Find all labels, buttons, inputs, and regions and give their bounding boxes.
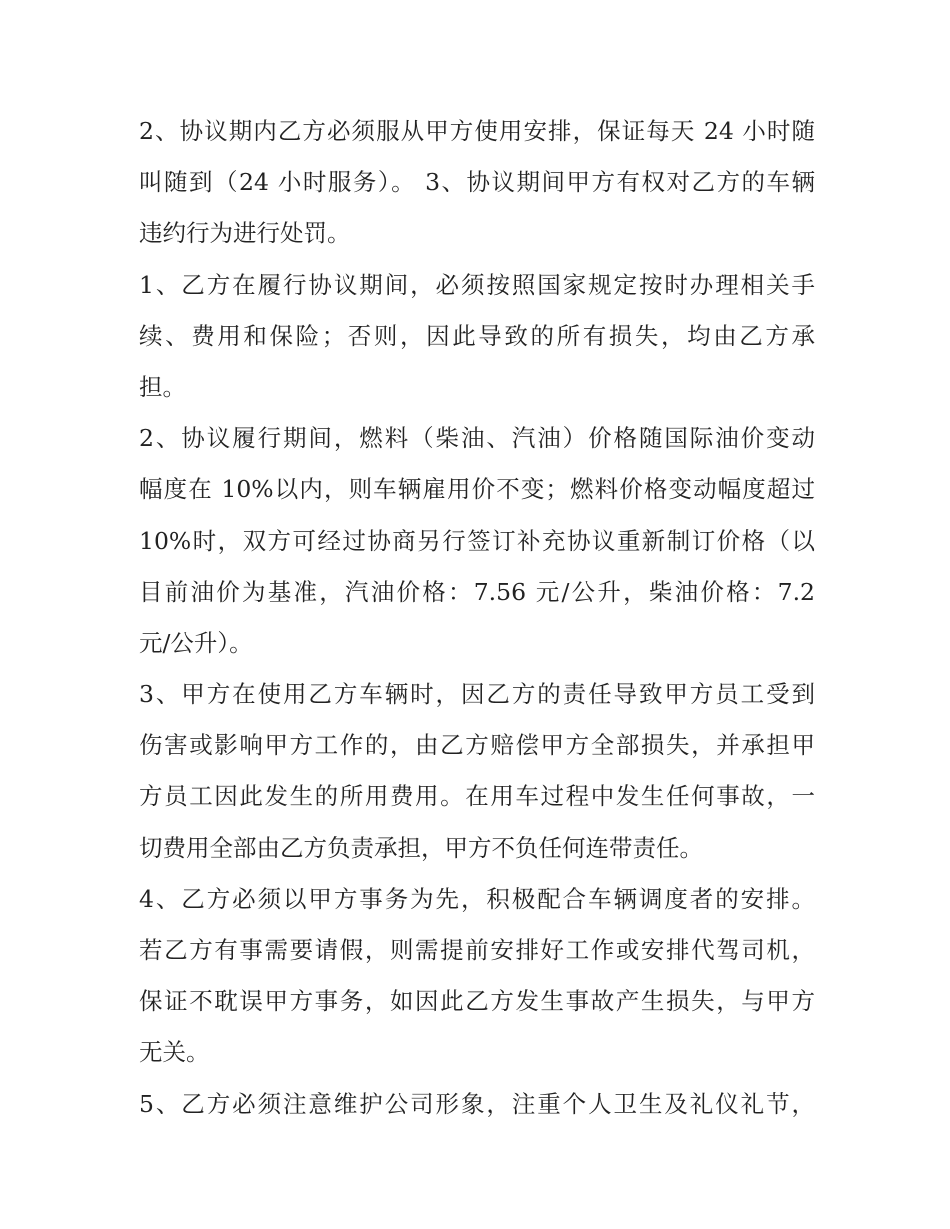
paragraph-line: 2、协议履行期间，燃料（柴油、汽油）价格随国际油价变动 (139, 424, 815, 453)
paragraph-line: 若乙方有事需要请假，则需提前安排好工作或安排代驾司机， (139, 936, 815, 964)
paragraph-line: 幅度在 10%以内，则车辆雇用价不变；燃料价格变动幅度超过 (139, 475, 815, 504)
paragraph-line: 切费用全部由乙方负责承担，甲方不负任何连带责任。 (139, 833, 703, 862)
paragraph-line: 2、协议期内乙方必须服从甲方使用安排，保证每天 24 小时随 (139, 117, 815, 145)
paragraph-line: 无关。 (139, 1038, 210, 1067)
paragraph-line: 保证不耽误甲方事务，如因此乙方发生事故产生损失，与甲方 (139, 987, 815, 1016)
paragraph-line: 目前油价为基准，汽油价格：7.56 元/公升，柴油价格：7.2 (139, 577, 815, 606)
paragraph-line: 违约行为进行处罚。 (139, 219, 351, 248)
paragraph-line: 3、甲方在使用乙方车辆时，因乙方的责任导致甲方员工受到 (139, 680, 815, 709)
paragraph-line: 4、乙方必须以甲方事务为先，积极配合车辆调度者的安排。 (139, 884, 815, 913)
paragraph-line: 10%时，双方可经过协商另行签订补充协议重新制订价格（以 (139, 526, 815, 555)
document-body (139, 106, 815, 1130)
paragraph-line: 方员工因此发生的所用费用。在用车过程中发生任何事故，一 (139, 782, 815, 811)
paragraph-line: 叫随到（24 小时服务）。 3、协议期间甲方有权对乙方的车辆 (139, 168, 815, 197)
paragraph-line: 元/公升）。 (139, 628, 253, 657)
paragraph-line: 5、乙方必须注意维护公司形象，注重个人卫生及礼仪礼节， (139, 1089, 815, 1118)
paragraph-line: 续、费用和保险；否则，因此导致的所有损失，均由乙方承 (139, 321, 815, 350)
paragraph-line: 伤害或影响甲方工作的，由乙方赔偿甲方全部损失，并承担甲 (139, 731, 815, 760)
paragraph-line: 1、乙方在履行协议期间，必须按照国家规定按时办理相关手 (139, 270, 815, 299)
paragraph-line: 担。 (139, 372, 186, 401)
